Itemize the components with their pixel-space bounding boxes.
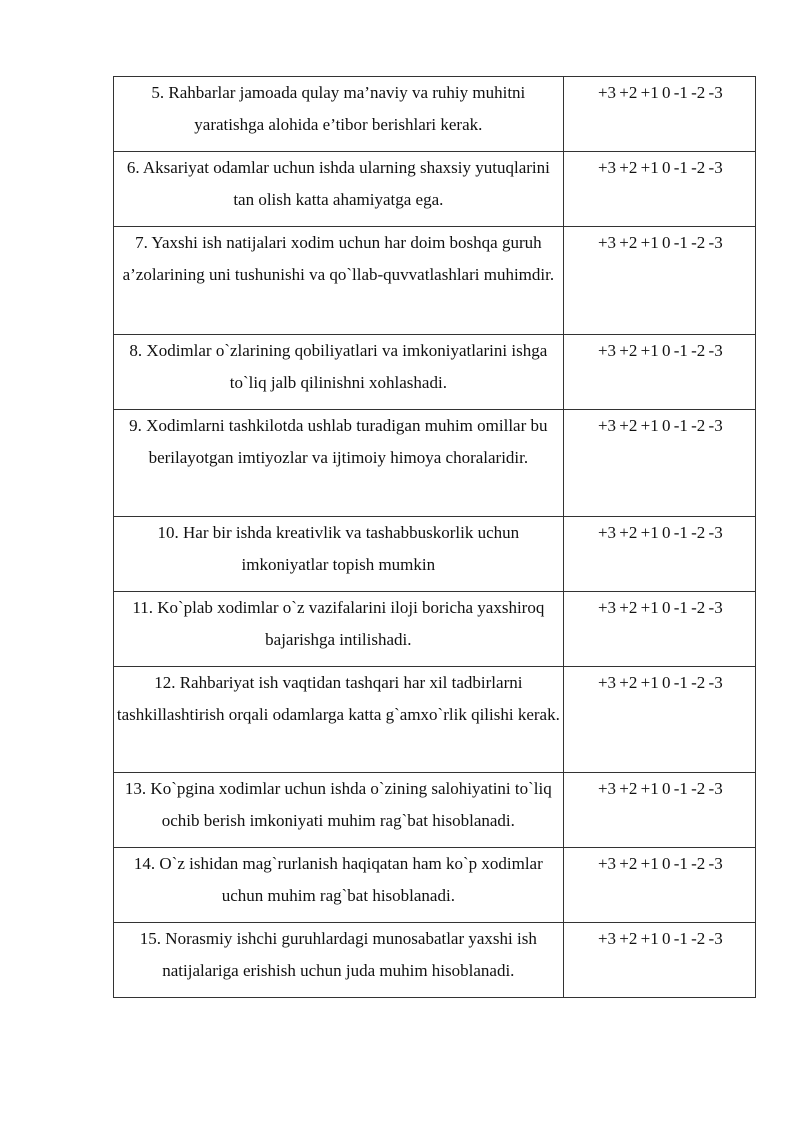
rating-scale-cell: +3 +2 +1 0 -1 -2 -3 — [563, 848, 755, 923]
table-row — [114, 667, 756, 773]
table-row — [114, 517, 756, 592]
statement-cell: 5. Rahbarlar jamoada qulay ma’naviy va ruhiy muhitni yaratishga alohida e’tibor berishlari kerak. — [114, 77, 564, 152]
statement-cell: 7. Yaxshi ish natijalari xodim uchun har doim boshqa guruh a’zolarining uni tushunishi va qo`llab-quvvatlashlari muhimdir. — [114, 227, 564, 335]
statement-cell: 6. Aksariyat odamlar uchun ishda ularning shaxsiy yutuqlarini tan olish katta ahamiyatga ega. — [114, 152, 564, 227]
table-row — [114, 923, 756, 998]
rating-scale-cell: +3 +2 +1 0 -1 -2 -3 — [563, 335, 755, 410]
rating-scale-cell: +3 +2 +1 0 -1 -2 -3 — [563, 667, 755, 773]
statement-cell: 11. Ko`plab xodimlar o`z vazifalarini iloji boricha yaxshiroq bajarishga intilishadi. — [114, 592, 564, 667]
table-row — [114, 848, 756, 923]
statement-cell: 12. Rahbariyat ish vaqtidan tashqari har xil tadbirlarni tashkillashtirish orqali odamlarga katta g`amxo`rlik qilishi kerak. — [114, 667, 564, 773]
table-row — [114, 335, 756, 410]
statement-cell: 10. Har bir ishda kreativlik va tashabbuskorlik uchun imkoniyatlar topish mumkin — [114, 517, 564, 592]
rating-scale-cell: +3 +2 +1 0 -1 -2 -3 — [563, 923, 755, 998]
rating-scale-cell: +3 +2 +1 0 -1 -2 -3 — [563, 592, 755, 667]
statement-cell: 8. Xodimlar o`zlarining qobiliyatlari va imkoniyatlarini ishga to`liq jalb qilinishni xohlashadi. — [114, 335, 564, 410]
table-row — [114, 592, 756, 667]
table-row — [114, 77, 756, 152]
table-row — [114, 410, 756, 517]
rating-scale-cell: +3 +2 +1 0 -1 -2 -3 — [563, 227, 755, 335]
rating-scale-cell: +3 +2 +1 0 -1 -2 -3 — [563, 410, 755, 517]
statement-cell: 15. Norasmiy ishchi guruhlardagi munosabatlar yaxshi ish natijalariga erishish uchun juda muhim hisoblanadi. — [114, 923, 564, 998]
rating-scale-cell: +3 +2 +1 0 -1 -2 -3 — [563, 77, 755, 152]
survey-table — [113, 76, 756, 998]
table-row — [114, 227, 756, 335]
statement-cell: 14. O`z ishidan mag`rurlanish haqiqatan ham ko`p xodimlar uchun muhim rag`bat hisoblanadi. — [114, 848, 564, 923]
rating-scale-cell: +3 +2 +1 0 -1 -2 -3 — [563, 773, 755, 848]
rating-scale-cell: +3 +2 +1 0 -1 -2 -3 — [563, 152, 755, 227]
statement-cell: 13. Ko`pgina xodimlar uchun ishda o`zining salohiyatini to`liq ochib berish imkoniyati muhim rag`bat hisoblanadi. — [114, 773, 564, 848]
rating-scale-cell: +3 +2 +1 0 -1 -2 -3 — [563, 517, 755, 592]
statement-cell: 9. Xodimlarni tashkilotda ushlab turadigan muhim omillar bu berilayotgan imtiyozlar va ijtimoiy himoya choralaridir. — [114, 410, 564, 517]
table-row — [114, 773, 756, 848]
table-row — [114, 152, 756, 227]
